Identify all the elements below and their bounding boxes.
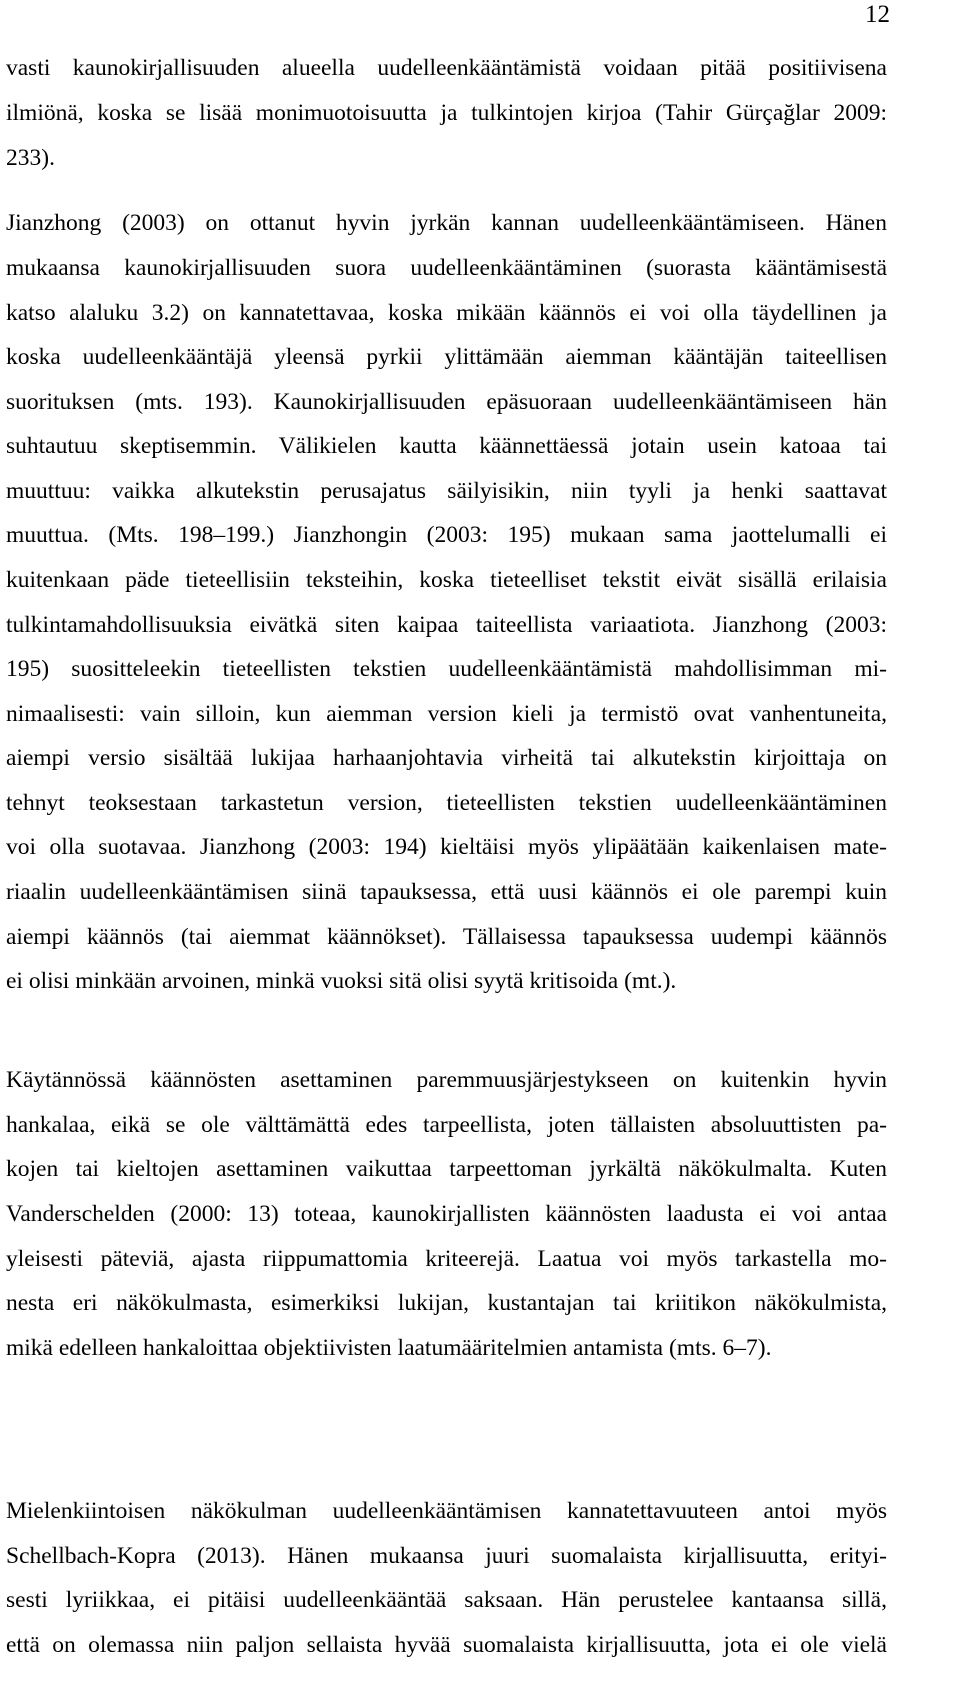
text-line: muuttua. (Mts. 198–199.) Jianzhongin (2003: 195) mukaan sama jaottelumalli ei bbox=[6, 522, 887, 548]
text-line: koska uudelleenkääntäjä yleensä pyrkii ylittämään aiemman kääntäjän taiteellisen bbox=[6, 344, 887, 370]
text-line: mukaansa kaunokirjallisuuden suora uudelleenkääntäminen (suorasta kääntämisestä bbox=[6, 255, 887, 281]
text-line: Vanderschelden (2000: 13) toteaa, kaunokirjallisten käännösten laadusta ei voi antaa bbox=[6, 1201, 887, 1227]
text-line: aiempi käännös (tai aiemmat käännökset). Tällaisessa tapauksessa uudempi käännös bbox=[6, 924, 887, 950]
text-line: vasti kaunokirjallisuuden alueella uudelleenkääntämistä voidaan pitää positiivisena bbox=[6, 55, 887, 81]
text-line: kojen tai kieltojen asettaminen vaikuttaa tarpeettoman jyrkältä näkökulmalta. Kuten bbox=[6, 1156, 887, 1182]
text-line: voi olla suotavaa. Jianzhong (2003: 194) kieltäisi myös ylipäätään kaikenlaisen mate- bbox=[6, 834, 887, 860]
text-line: tehnyt teoksestaan tarkastetun version, tieteellisten tekstien uudelleenkääntäminen bbox=[6, 790, 887, 816]
text-line: sesti lyriikkaa, ei pitäisi uudelleenkääntää saksaan. Hän perustelee kantaansa sillä, bbox=[6, 1587, 887, 1613]
text-line: nimaalisesti: vain silloin, kun aiemman version kieli ja termistö ovat vanhentuneita, bbox=[6, 701, 887, 727]
page-number: 12 bbox=[865, 1, 890, 28]
text-line: tulkintamahdollisuuksia eivätkä siten kaipaa taiteellista variaatiota. Jianzhong (2003: bbox=[6, 612, 887, 638]
text-line: Jianzhong (2003) on ottanut hyvin jyrkän kannan uudelleenkääntämiseen. Hänen bbox=[6, 210, 887, 236]
text-line: suorituksen (mts. 193). Kaunokirjallisuuden epäsuoraan uudelleenkääntämiseen hän bbox=[6, 389, 887, 415]
text-line: ei olisi minkään arvoinen, minkä vuoksi sitä olisi syytä kritisoida (mt.). bbox=[6, 968, 677, 994]
text-line: 195) suositteleekin tieteellisten tekstien uudelleenkääntämistä mahdollisimman mi- bbox=[6, 656, 887, 682]
text-line: yleisesti päteviä, ajasta riippumattomia kriteerejä. Laatua voi myös tarkastella mo- bbox=[6, 1246, 887, 1272]
text-line: että on olemassa niin paljon sellaista hyvää suomalaista kirjallisuutta, jota ei ole vielä bbox=[6, 1632, 887, 1658]
text-line: mikä edelleen hankaloittaa objektiivisten laatumääritelmien antamista (mts. 6–7). bbox=[6, 1335, 772, 1361]
text-line: Schellbach-Kopra (2013). Hänen mukaansa juuri suomalaista kirjallisuutta, erityi- bbox=[6, 1543, 887, 1569]
text-line: suhtautuu skeptisemmin. Välikielen kautta käännettäessä jotain usein katoaa tai bbox=[6, 433, 887, 459]
text-line: 233). bbox=[6, 145, 55, 171]
text-line: ilmiönä, koska se lisää monimuotoisuutta ja tulkintojen kirjoa (Tahir Gürçağlar 2009: bbox=[6, 100, 887, 126]
text-line: riaalin uudelleenkääntämisen siinä tapauksessa, että uusi käännös ei ole parempi kuin bbox=[6, 879, 887, 905]
text-line: Käytännössä käännösten asettaminen paremmuusjärjestykseen on kuitenkin hyvin bbox=[6, 1067, 887, 1093]
text-line: aiempi versio sisältää lukijaa harhaanjohtavia virheitä tai alkutekstin kirjoittaja on bbox=[6, 745, 887, 771]
text-line: kuitenkaan päde tieteellisiin teksteihin, koska tieteelliset tekstit eivät sisällä erilaisia bbox=[6, 567, 887, 593]
text-line: hankalaa, eikä se ole välttämättä edes tarpeellista, joten tällaisten absoluuttisten pa- bbox=[6, 1112, 887, 1138]
text-line: Mielenkiintoisen näkökulman uudelleenkääntämisen kannatettavuuteen antoi myös bbox=[6, 1498, 887, 1524]
text-line: katso alaluku 3.2) on kannatettavaa, koska mikään käännös ei voi olla täydellinen ja bbox=[6, 300, 887, 326]
text-line: muuttuu: vaikka alkutekstin perusajatus säilyisikin, niin tyyli ja henki saattavat bbox=[6, 478, 887, 504]
text-line: nesta eri näkökulmasta, esimerkiksi lukijan, kustantajan tai kriitikon näkökulmista, bbox=[6, 1290, 887, 1316]
